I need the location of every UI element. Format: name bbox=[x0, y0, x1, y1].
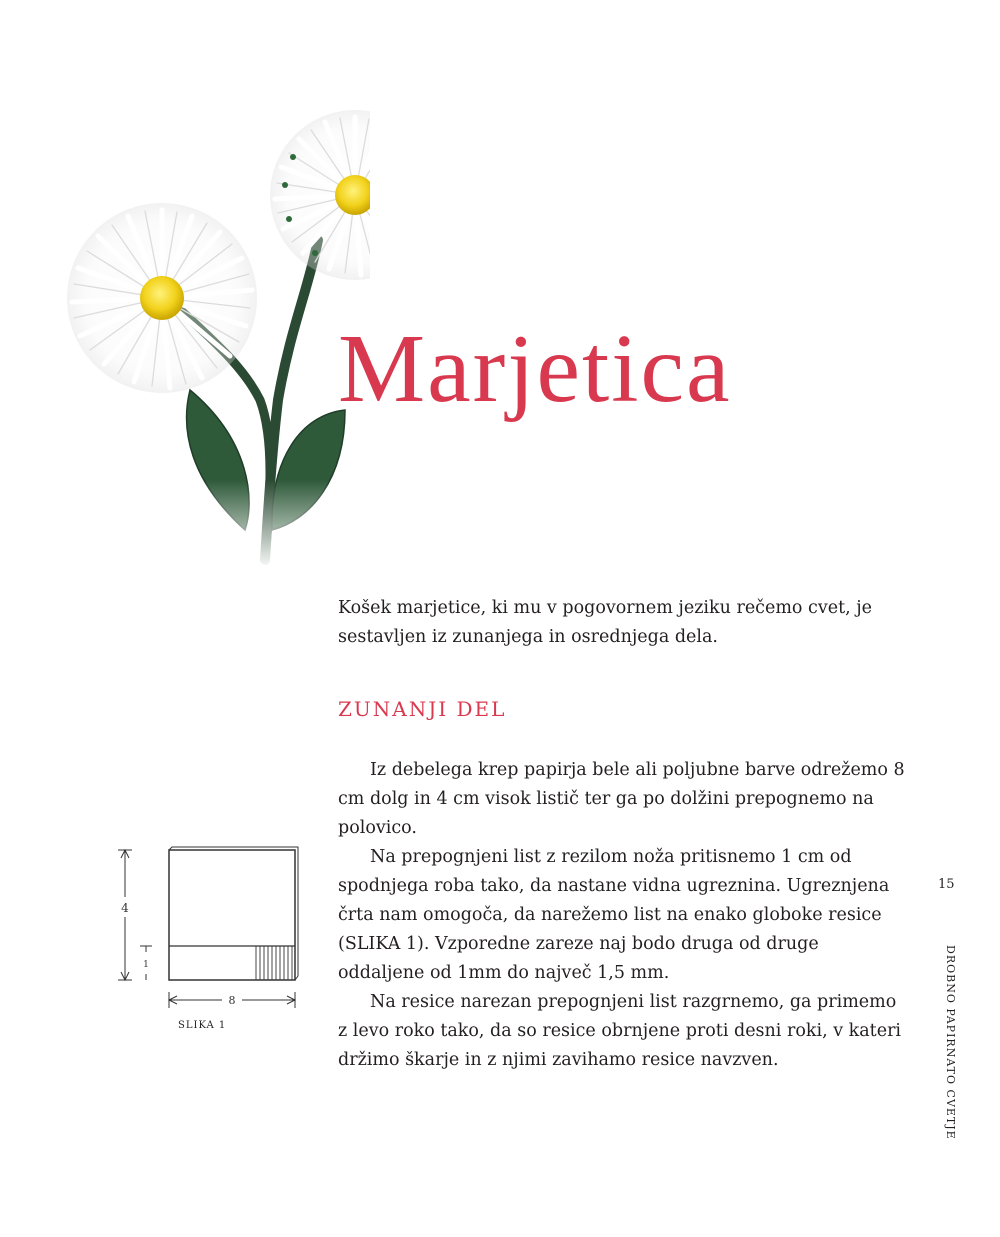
section-heading: ZUNANJI DEL bbox=[338, 697, 507, 721]
body-text bbox=[338, 756, 910, 1075]
paragraph: Na prepognjeni list z rezilom noža pritisnemo 1 cm od spodnjega roba tako, da nastane vidna ugreznina. Ugreznjena črta nam omogoča, da narežemo list na enako globoke resice (SLIKA 1). Vzporedne zareze naj bodo druga od druge oddaljene od 1mm do največ 1,5 mm. bbox=[338, 847, 890, 983]
paragraph: Na resice narezan prepognjeni list razgrnemo, ga primemo z levo roko tako, da so resice obrnjene proti desni roki, v kateri držimo škarje in z njimi zavihamo resice navzven. bbox=[338, 992, 902, 1070]
figure-label-width: 8 bbox=[228, 994, 236, 1007]
flower-center-left bbox=[140, 276, 184, 320]
running-head: DROBNO PAPIRNATO CVETJE bbox=[944, 945, 957, 1140]
paragraph: Iz debelega krep papirja bele ali poljubne barve odrežemo 8 cm dolg in 4 cm visok listič ter ga po dolžini prepognemo na polovico. bbox=[338, 760, 905, 838]
figure-diagram bbox=[112, 842, 312, 1017]
figure-label-fold: 1 bbox=[143, 960, 149, 970]
page-number: 15 bbox=[938, 877, 955, 892]
figure-label-height: 4 bbox=[121, 901, 129, 915]
figure-caption: SLIKA 1 bbox=[178, 1020, 227, 1031]
intro-paragraph: Košek marjetice, ki mu v pogovornem jeziku rečemo cvet, je sestavljen iz zunanjega in osrednjega dela. bbox=[338, 598, 873, 647]
page-title: Marjetica bbox=[338, 315, 732, 423]
daisy-illustration bbox=[40, 100, 370, 570]
